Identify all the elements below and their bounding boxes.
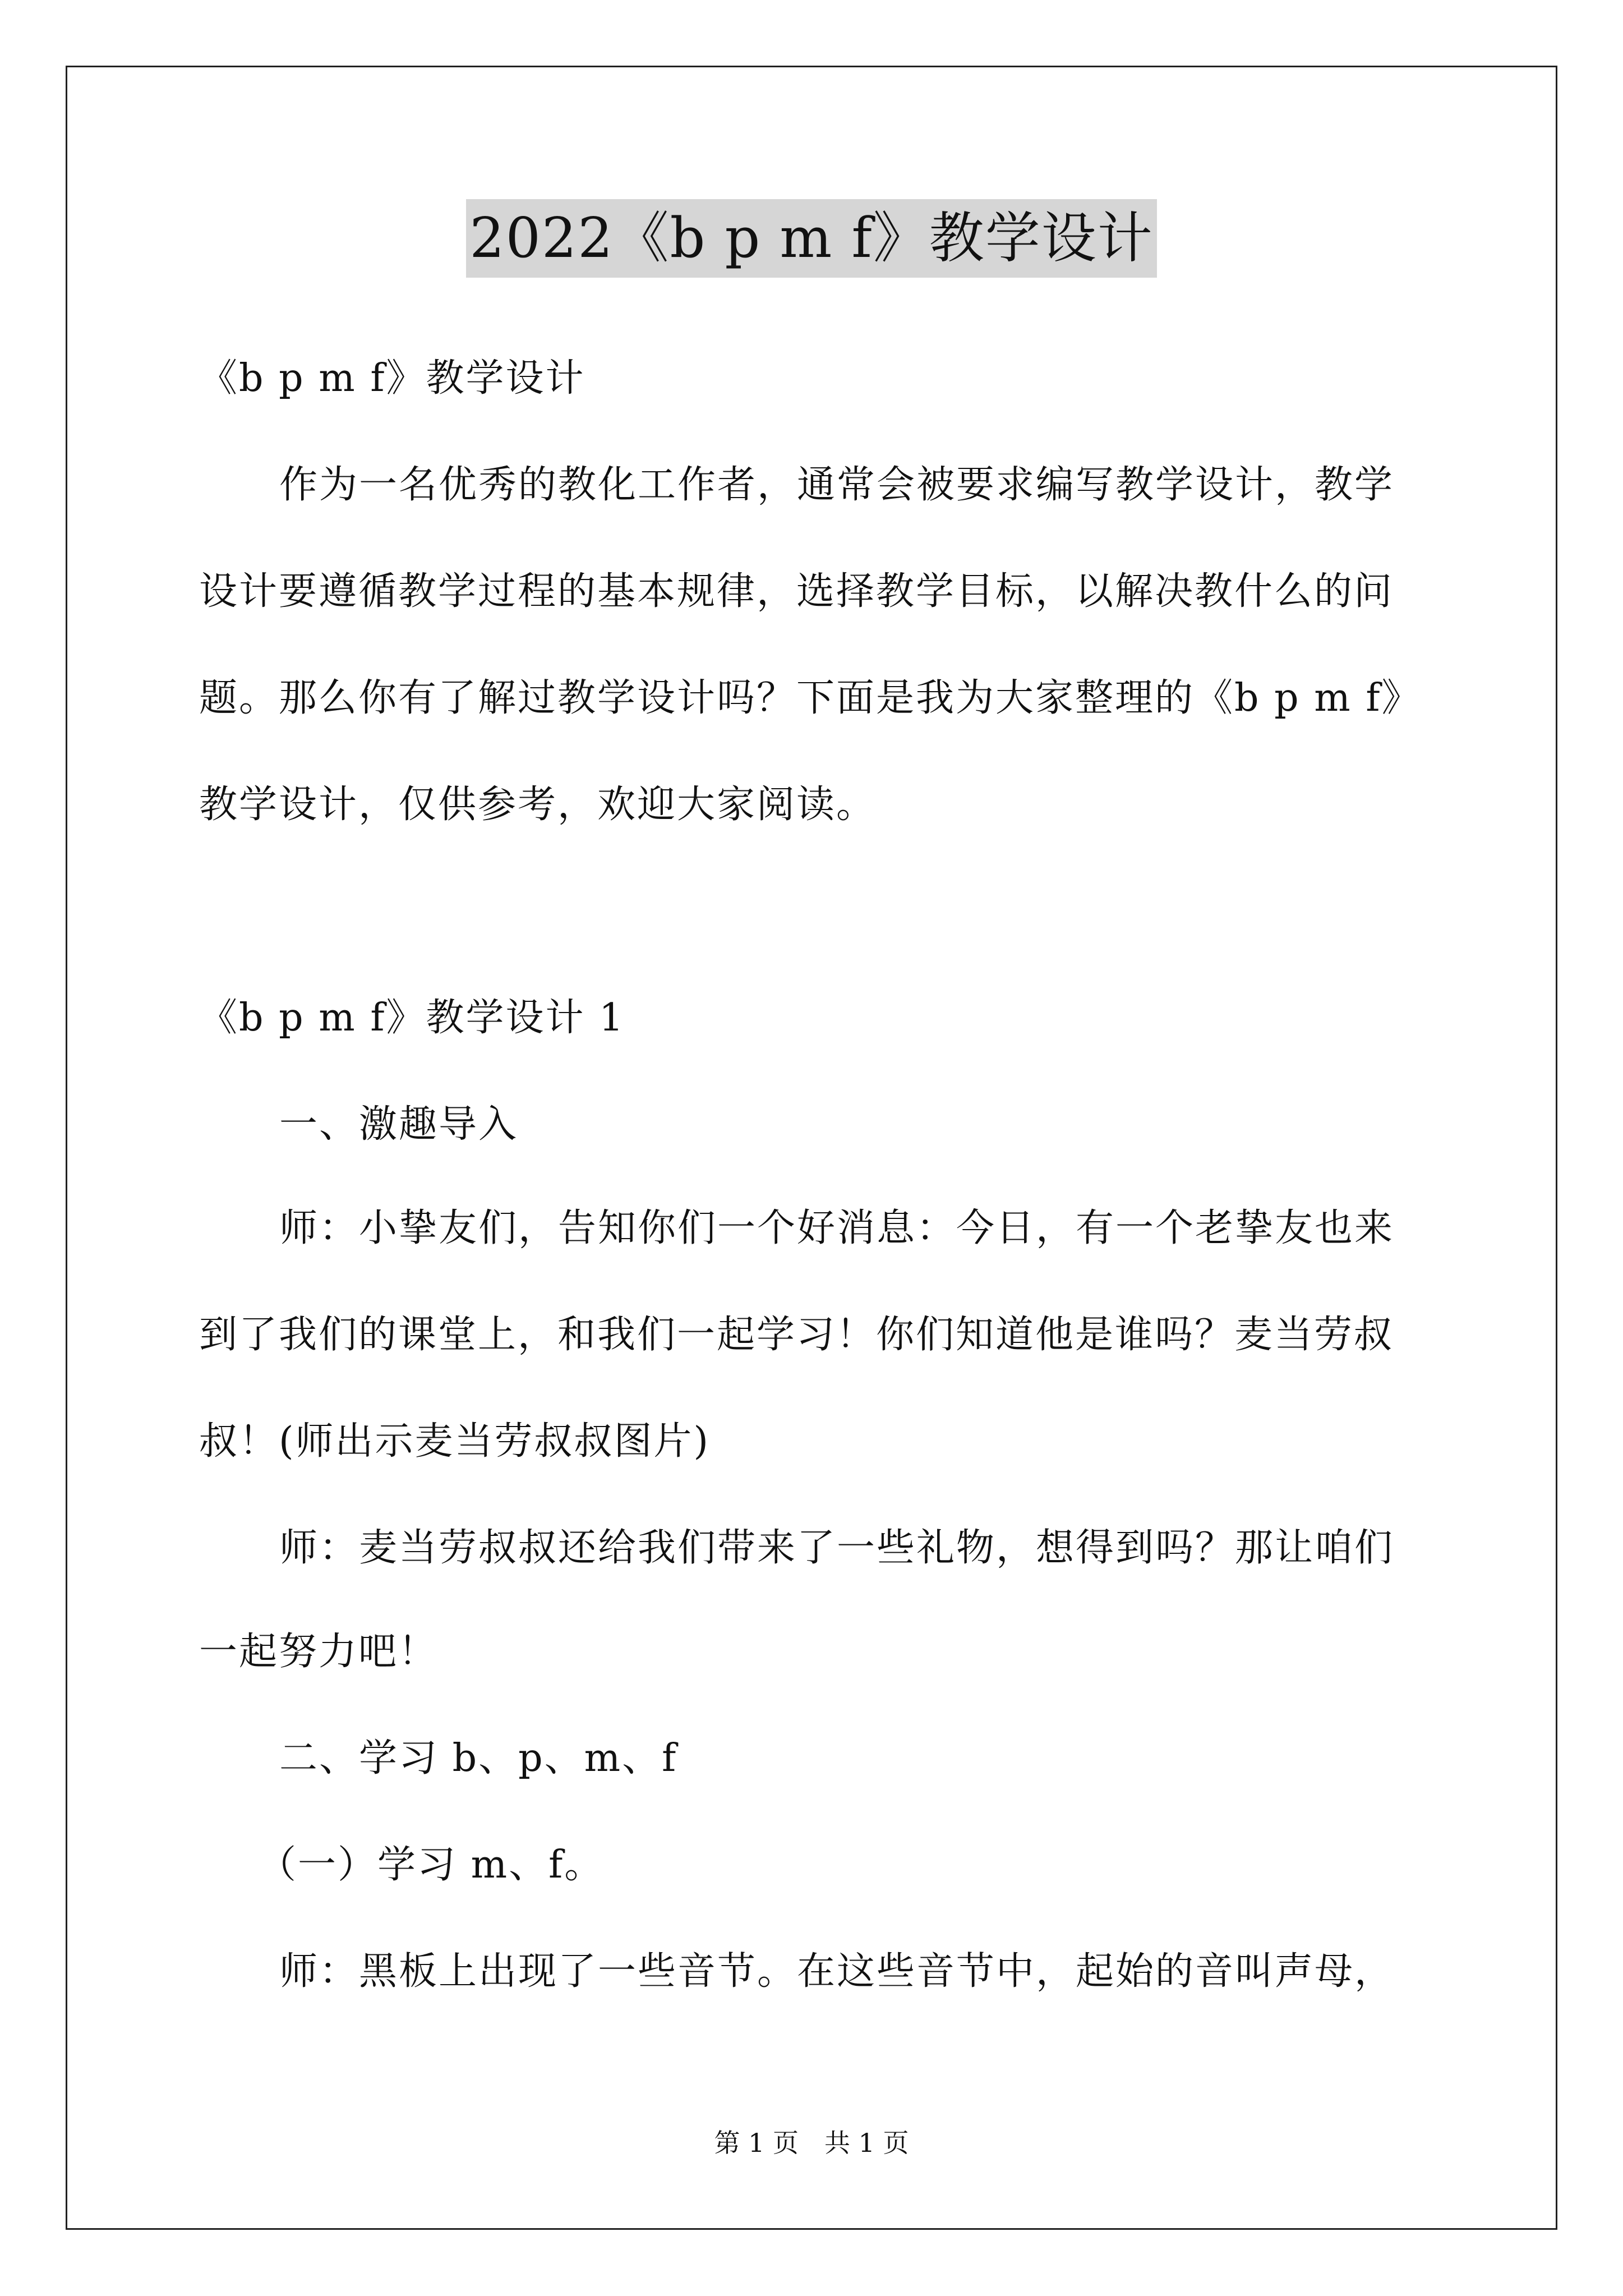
body-line-5: 一起努力吧！ — [199, 1630, 439, 1674]
intro-line-4: 教学设计，仅供参考，欢迎大家阅读。 — [199, 783, 877, 827]
section-title: 《b p m f》教学设计 1 — [199, 996, 625, 1040]
intro-line-1: 作为一名优秀的教化工作者，通常会被要求编写教学设计，教学 — [279, 463, 1395, 507]
body-line-4: 师：麦当劳叔叔还给我们带来了一些礼物，想得到吗？那让咱们 — [279, 1526, 1395, 1570]
intro-line-3: 题。那么你有了解过教学设计吗？下面是我为大家整理的《b p m f》 — [199, 676, 1422, 720]
body-line-1: 师：小挚友们，告知你们一个好消息：今日，有一个老挚友也来 — [279, 1206, 1395, 1250]
subheading-learn-mf: （一）学习 m、f。 — [258, 1843, 605, 1887]
heading-learn-bpmf: 二、学习 b、p、m、f — [279, 1736, 678, 1780]
subtitle-line: 《b p m f》教学设计 — [199, 356, 585, 401]
intro-line-2: 设计要遵循教学过程的基本规律，选择教学目标，以解决教什么的问 — [199, 569, 1394, 614]
page-footer: 第 1 页 共 1 页 — [714, 2128, 909, 2158]
title-container — [0, 199, 1623, 278]
body-line-2: 到了我们的课堂上，和我们一起学习！你们知道他是谁吗？麦当劳叔 — [199, 1313, 1394, 1357]
heading-intro: 一、激趣导入 — [279, 1102, 519, 1147]
body-line-8: 师：黑板上出现了一些音节。在这些音节中，起始的音叫声母， — [279, 1949, 1395, 1994]
document-title: 2022《b p m f》教学设计 — [466, 199, 1157, 278]
body-line-3: 叔！(师出示麦当劳叔叔图片) — [199, 1419, 711, 1464]
